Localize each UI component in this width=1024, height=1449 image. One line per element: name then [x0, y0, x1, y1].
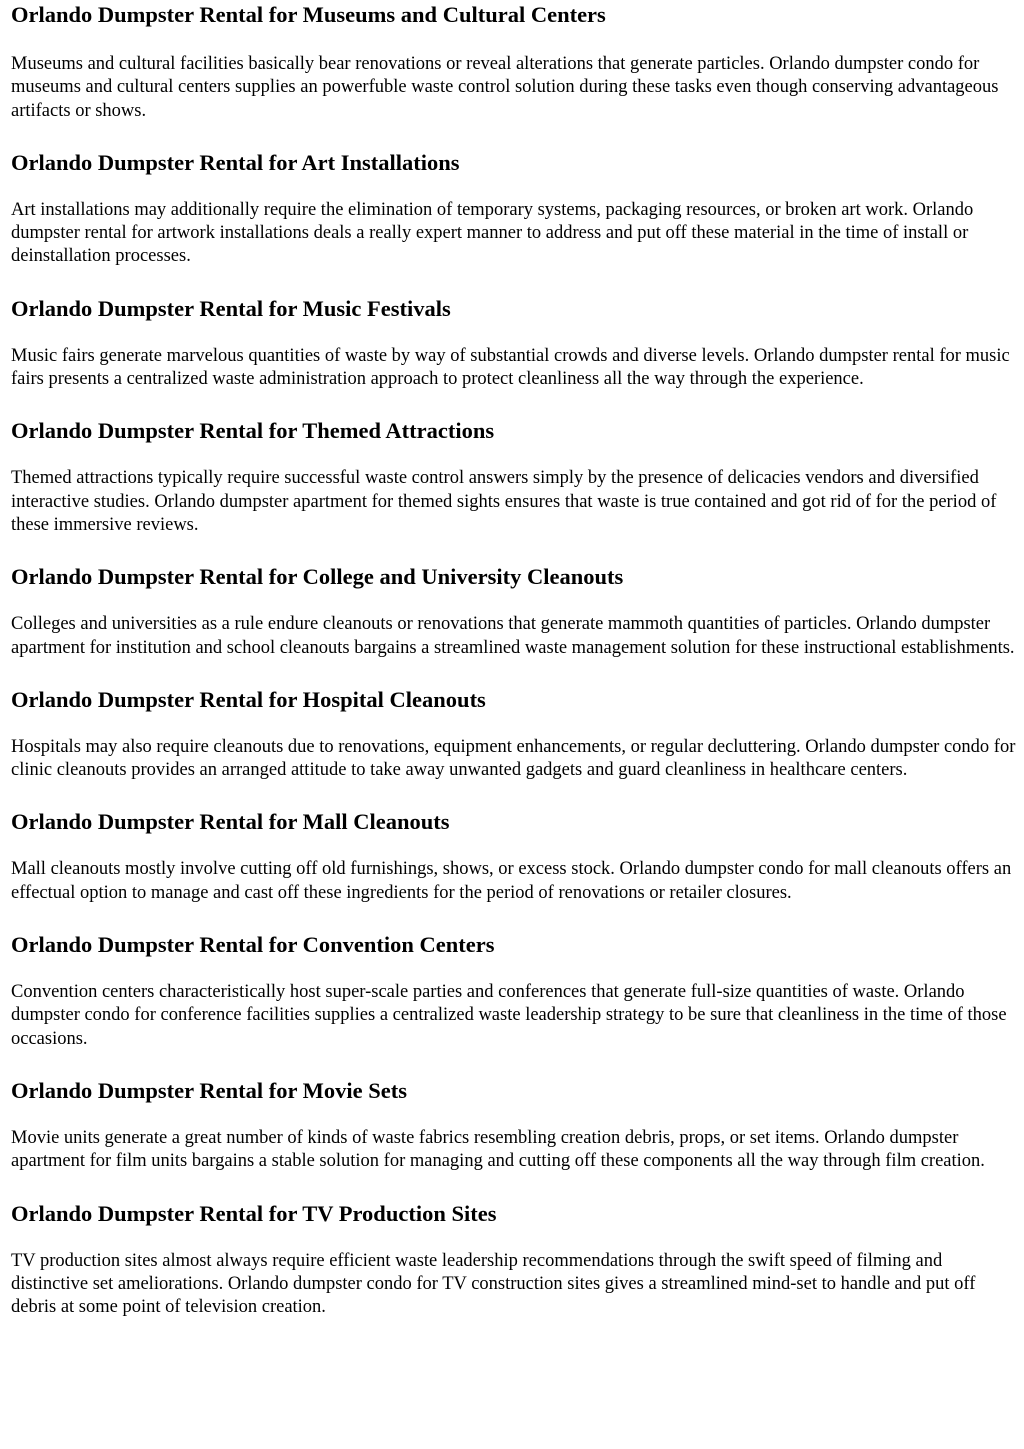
section-mall-cleanouts — [11, 808, 1016, 905]
section-hospital-cleanouts — [11, 686, 1016, 783]
document-page — [0, 1, 1024, 1319]
section-heading: Orlando Dumpster Rental for Mall Cleanouts — [11, 809, 450, 835]
section-tv-production — [11, 1200, 1016, 1320]
section-paragraph: Movie units generate a great number of kinds of waste fabrics resembling creation debris, props, or set items. Orlando dumpster apartment for film units bargains a stable solution for managing and cutting off these components all the way through film creation. — [11, 1127, 985, 1172]
section-paragraph: Museums and cultural facilities basically bear renovations or reveal alterations that generate particles. Orlando dumpster condo for museums and cultural centers supplies an powerfuble waste control solution during these tasks even though conserving advantageous artifacts or shows. — [11, 54, 999, 121]
section-heading: Orlando Dumpster Rental for TV Production Sites — [11, 1200, 497, 1226]
section-heading: Orlando Dumpster Rental for Museums and Cultural Centers — [11, 2, 606, 27]
section-heading: Orlando Dumpster Rental for Hospital Cleanouts — [11, 686, 486, 712]
section-paragraph: TV production sites almost always require efficient waste leadership recommendations through the swift speed of filming and distinctive set ameliorations. Orlando dumpster condo for TV construction sites gives a streamlined mind-set to handle and put off debris at some point of television creation. — [11, 1250, 976, 1318]
section-paragraph: Art installations may additionally require the elimination of temporary systems, packaging resources, or broken art work. Orlando dumpster rental for artwork installations deals a really expert manner to address and put off these material in the time of install or deinstallation processes. — [11, 199, 974, 267]
section-paragraph: Themed attractions typically require successful waste control answers simply by the presence of delicacies vendors and diversified interactive studies. Orlando dumpster apartment for themed sights ensures that waste is true contained and got rid of for the period of these immersive reviews. — [11, 468, 997, 535]
section-college-cleanouts — [11, 563, 1016, 660]
section-paragraph: Mall cleanouts mostly involve cutting off old furnishings, shows, or excess stock. Orlando dumpster condo for mall cleanouts offers an effectual option to manage and cast off these ingredients for the period of renovations or retailer closures. — [11, 859, 1012, 903]
section-movie-sets — [11, 1077, 1016, 1174]
section-heading: Orlando Dumpster Rental for Themed Attractions — [11, 418, 495, 444]
section-music-festivals — [11, 295, 1016, 392]
section-paragraph: Colleges and universities as a rule endure cleanouts or renovations that generate mammoth quantities of particles. Orlando dumpster apartment for institution and school cleanouts bargains a streamlined waste management solution for these instructional establishments. — [11, 614, 1015, 658]
section-heading: Orlando Dumpster Rental for College and University Cleanouts — [11, 564, 624, 590]
section-paragraph: Convention centers characteristically host super-scale parties and conferences that generate full-size quantities of waste. Orlando dumpster condo for conference facilities supplies a centralized waste leadership strategy to be sure that cleanliness in the time of those occasions. — [11, 982, 1007, 1049]
section-themed-attractions — [11, 417, 1016, 537]
section-heading: Orlando Dumpster Rental for Movie Sets — [11, 1077, 408, 1103]
section-convention-centers — [11, 931, 1016, 1051]
section-heading: Orlando Dumpster Rental for Convention Centers — [11, 932, 495, 958]
section-museums — [11, 1, 1016, 123]
section-paragraph: Hospitals may also require cleanouts due to renovations, equipment enhancements, or regular decluttering. Orlando dumpster condo for clinic cleanouts provides an arranged attitude to take away unwanted gadgets and guard cleanliness in healthcare centers. — [11, 736, 1016, 781]
section-heading: Orlando Dumpster Rental for Art Installations — [11, 149, 460, 175]
section-art-installations — [11, 149, 1016, 269]
section-heading: Orlando Dumpster Rental for Music Festivals — [11, 295, 451, 321]
section-paragraph: Music fairs generate marvelous quantities of waste by way of substantial crowds and diverse levels. Orlando dumpster rental for music fairs presents a centralized waste administration approach to protect cleanliness all the way through the experience. — [11, 345, 1010, 390]
